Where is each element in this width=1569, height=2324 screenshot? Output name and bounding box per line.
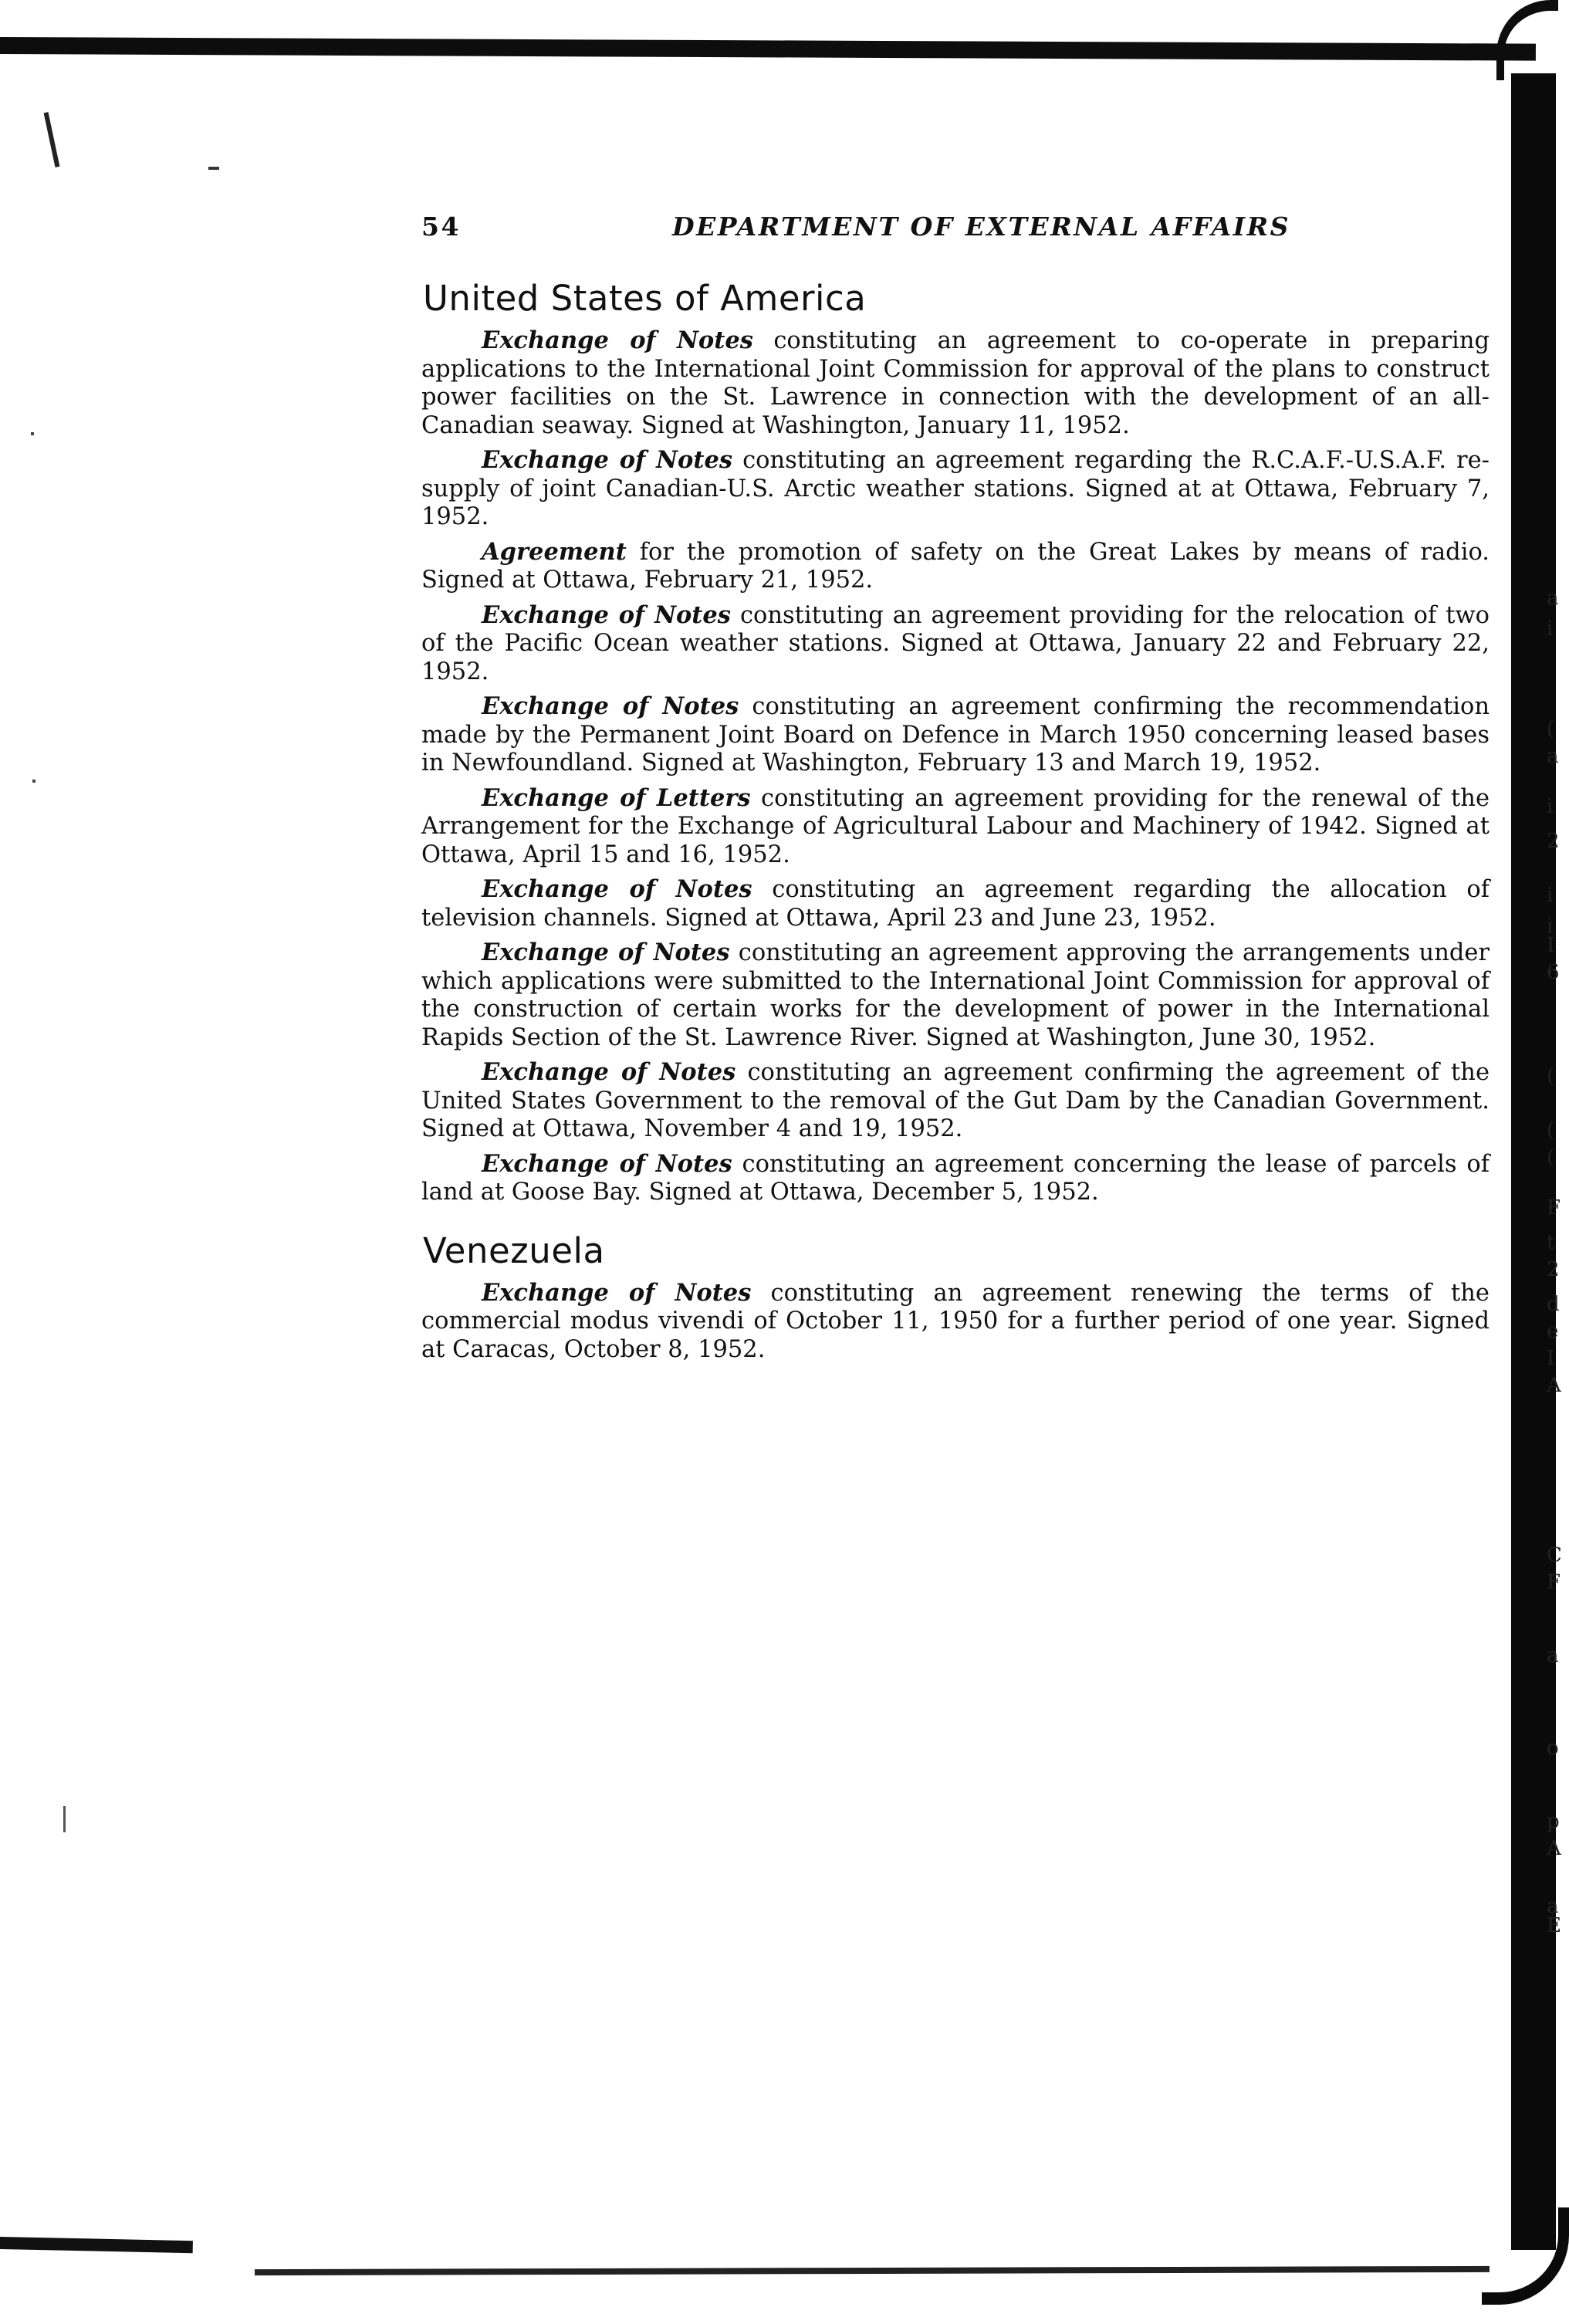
edge-fragment: 6 [1547, 961, 1560, 984]
agreement-description: constituting an agreement providing for the renewal of the Arrangement for the Exchange of Agricultural Labour and Machinery of 1942. Signed at Ottawa, April 15 and 16, 1952. [421, 784, 1490, 868]
agreement-type: Exchange of Notes [482, 939, 730, 966]
edge-fragment: a [1547, 1895, 1559, 1918]
edge-fragment: p [1547, 1810, 1560, 1833]
scan-frame-top-edge [0, 37, 1536, 61]
agreement-entry [421, 1058, 1490, 1144]
agreement-description: constituting an agreement confirming the recommendation made by the Permanent Joint Board on Defence in March 1950 concerning leased bases in Newfoundland. Signed at Washington, February 13 and March 19, 1952. [421, 693, 1490, 776]
agreement-description: constituting an agreement concerning the lease of parcels of land at Goose Bay. Signed at Ottawa, December 5, 1952. [421, 1150, 1490, 1206]
edge-fragment: o [1547, 1737, 1559, 1760]
edge-fragment: i [1547, 795, 1554, 818]
edge-fragment: ( [1547, 1119, 1555, 1142]
section-heading: Venezuela [423, 1230, 605, 1271]
edge-fragment: F [1547, 1196, 1561, 1220]
scan-mark [63, 1806, 66, 1832]
agreement-entry [421, 784, 1490, 870]
edge-fragment: t [1547, 1231, 1555, 1254]
agreement-type: Exchange of Notes [482, 1149, 732, 1178]
agreement-entry [421, 692, 1490, 778]
agreement-type: Exchange of Notes [482, 875, 752, 903]
edge-fragment: a [1547, 1644, 1559, 1667]
agreement-entry [421, 1279, 1490, 1365]
scan-mark [208, 167, 219, 170]
agreement-type: Agreement [482, 537, 627, 566]
agreement-description: constituting an agreement to co-operate in preparing applications to the International Joint Commission for approval of the plans to construct power facilities on the St. Lawrence in connection with the development of an all-Canadian seaway. Signed at Washington, January 11, 1952. [421, 327, 1490, 439]
agreement-type: Exchange of Notes [482, 446, 733, 474]
edge-fragment: ( [1547, 1146, 1555, 1169]
page-number: 54 [421, 211, 461, 242]
scan-mark [32, 780, 36, 783]
document-page [421, 211, 1490, 1370]
agreement-entry [421, 601, 1490, 687]
scan-frame-bottom-left-edge [0, 2237, 193, 2253]
agreement-type: Exchange of Notes [482, 326, 753, 354]
edge-fragment: C [1547, 1544, 1562, 1567]
agreement-entry [421, 538, 1490, 595]
edge-fragment: I [1547, 1347, 1555, 1370]
agreement-entry [421, 446, 1490, 532]
edge-fragment: E [1547, 1914, 1561, 1937]
edge-fragment: e [1547, 1320, 1559, 1343]
agreement-description: constituting an agreement regarding the R.C.A.F.-U.S.A.F. re-supply of joint Canadian-U.S. Arctic weather stations. Signed at at Ottawa, February 7, 1952. [421, 447, 1490, 530]
scan-mark [31, 432, 34, 435]
edge-fragment: a [1547, 587, 1559, 610]
agreement-entry [421, 875, 1490, 932]
scan-frame-top-curl [1496, 0, 1558, 80]
edge-fragment: F [1547, 1571, 1561, 1594]
edge-fragment: ( [1547, 1065, 1555, 1088]
agreement-entry [421, 939, 1490, 1052]
agreement-description: for the promotion of safety on the Great Lakes by means of radio. Signed at Ottawa, February 21, 1952. [421, 538, 1490, 594]
agreement-description: constituting an agreement regarding the allocation of television channels. Signed at Ottawa, April 23 and June 23, 1952. [421, 876, 1490, 932]
agreement-entry [421, 1150, 1490, 1207]
agreement-description: constituting an agreement providing for the relocation of two of the Pacific Ocean weather stations. Signed at Ottawa, January 22 and February 22, 1952. [421, 601, 1490, 685]
agreement-type: Exchange of Notes [482, 600, 731, 629]
agreement-type: Exchange of Notes [482, 1278, 752, 1307]
edge-fragment: ( [1547, 718, 1555, 741]
agreement-type: Exchange of Letters [482, 783, 751, 812]
edge-fragment: i [1547, 884, 1554, 907]
agreement-description: constituting an agreement renewing the terms of the commercial modus vivendi of October 11, 1950 for a further period of one year. Signed at Caracas, October 8, 1952. [421, 1279, 1490, 1363]
agreement-entry [421, 326, 1490, 440]
scan-mark [44, 112, 60, 167]
agreement-type: Exchange of Notes [482, 1058, 736, 1086]
section-heading: United States of America [423, 278, 867, 319]
running-head [421, 211, 1490, 247]
running-title: DEPARTMENT OF EXTERNAL AFFAIRS [672, 211, 1290, 242]
edge-fragment: i [1547, 617, 1554, 641]
scan-frame-bottom-curl [1482, 2207, 1569, 2305]
agreement-type: Exchange of Notes [482, 692, 739, 720]
edge-fragment: A [1547, 1837, 1561, 1860]
sections-container [421, 278, 1490, 1364]
edge-fragment: i [1547, 915, 1554, 938]
edge-fragment: A [1547, 1374, 1561, 1397]
edge-fragment: I [1547, 934, 1555, 957]
edge-fragment: 2 [1547, 830, 1560, 853]
agreement-description: constituting an agreement confirming the agreement of the United States Government to the removal of the Gut Dam by the Canadian Government. Signed at Ottawa, November 4 and 19, 1952. [421, 1059, 1490, 1142]
edge-fragment: 2 [1547, 1258, 1560, 1281]
edge-fragment: a [1547, 745, 1559, 768]
scan-frame-bottom-edge [255, 2266, 1490, 2275]
agreement-description: constituting an agreement approving the arrangements under which applications were submitted to the International Joint Commission for approval of the construction of certain works for the development of power in the International Rapids Section of the St. Lawrence River. Signed at Washington, June 30, 1952. [421, 939, 1490, 1051]
scan-frame-right-edge [1511, 73, 1559, 2250]
edge-fragment: d [1547, 1293, 1560, 1316]
